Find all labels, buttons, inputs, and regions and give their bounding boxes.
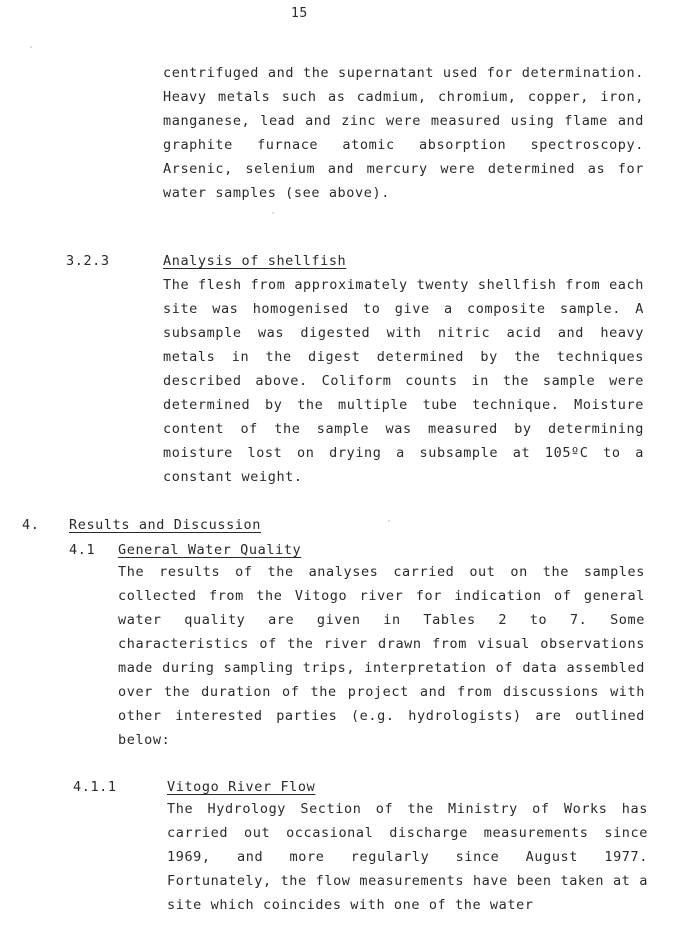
intro-paragraph: centrifuged and the supernatant used for determination. Heavy metals such as cadmium, chromium, copper, iron, manganese, lead and zinc were measured using flame and graphite furnace atomic absorption spectroscopy. Arsenic, selenium and mercury were determined as for water samples (see above). <box>163 65 644 201</box>
section-3-2-3-body: The flesh from approximately twenty shellfish from each site was homogenised to give a composite sample. A subsample was digested with nitric acid and heavy metals in the digest determined by the techniques described above. Coliform counts in the sample were determined by the multiple tube technique. Moisture content of the sample was measured by determining moisture lost on drying a subsample at 105ºC to a constant weight. <box>163 277 644 485</box>
scan-speck <box>30 46 32 48</box>
section-4-1-body: The results of the analyses carried out on the samples collected from the Vitogo river for indication of general water quality are given in Tables 2 to 7. Some characteristics of the river drawn from visual observations made during sampling trips, interpretation of data assembled over the duration of the project and from discussions with other interested parties (e.g. hydrologists) are outlined below: <box>118 564 645 748</box>
section-4-title: Results and Discussion <box>69 517 262 533</box>
section-3-2-3-number: 3.2.3 <box>66 253 110 269</box>
section-4-1-number: 4.1 <box>69 542 96 558</box>
scan-speck <box>272 212 274 214</box>
section-4-1-title: General Water Quality <box>118 542 302 558</box>
page-number: 15 <box>291 6 308 21</box>
section-3-2-3-title: Analysis of shellfish <box>163 253 347 269</box>
section-4-1-1-body: The Hydrology Section of the Ministry of Works has carried out occasional discharge measurements since 1969, and more regularly since August 1977. Fortunately, the flow measurements have been taken at a site which coincides with one of the water <box>167 801 648 913</box>
section-4-1-1-number: 4.1.1 <box>73 779 117 795</box>
scan-speck <box>388 520 390 522</box>
section-4-number: 4. <box>22 517 40 533</box>
section-4-1-1-title: Vitogo River Flow <box>167 779 316 795</box>
